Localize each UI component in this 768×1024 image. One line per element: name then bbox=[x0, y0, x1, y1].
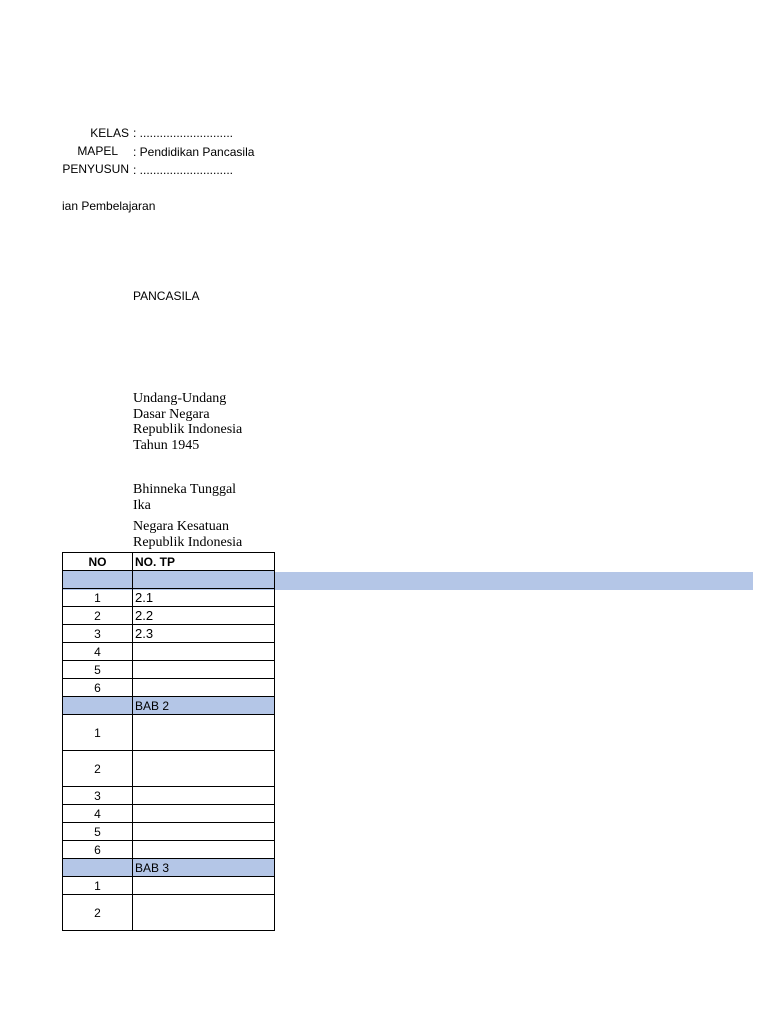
topic-nkri: Negara Kesatuan Republik Indonesia bbox=[133, 519, 243, 550]
row-tp bbox=[133, 841, 275, 859]
row-tp: 2.2 bbox=[133, 607, 275, 625]
table-header-row bbox=[63, 553, 275, 571]
table-row bbox=[63, 895, 275, 931]
table-row bbox=[63, 823, 275, 841]
row-tp bbox=[133, 787, 275, 805]
penyusun-value: : ............................ bbox=[133, 163, 234, 177]
row-no: 5 bbox=[63, 661, 133, 679]
table-row bbox=[63, 841, 275, 859]
table-row bbox=[63, 643, 275, 661]
row-tp bbox=[133, 877, 275, 895]
bab3-label: BAB 3 bbox=[133, 859, 275, 877]
mapel-value: : Pendidikan Pancasila bbox=[133, 145, 255, 159]
bab2-label: BAB 2 bbox=[133, 697, 275, 715]
table-row bbox=[63, 679, 275, 697]
table-row bbox=[63, 877, 275, 895]
row-no: 1 bbox=[63, 877, 133, 895]
row-tp bbox=[133, 715, 275, 751]
row-tp bbox=[133, 823, 275, 841]
table-row bbox=[63, 751, 275, 787]
row-no: 1 bbox=[63, 589, 133, 607]
row-no: 4 bbox=[63, 805, 133, 823]
row-tp bbox=[133, 679, 275, 697]
row-no: 1 bbox=[63, 715, 133, 751]
row-tp bbox=[133, 661, 275, 679]
table-row bbox=[63, 805, 275, 823]
bab2-section-row bbox=[63, 697, 275, 715]
tp-table bbox=[62, 552, 275, 931]
row-tp bbox=[133, 751, 275, 787]
table-row bbox=[63, 607, 275, 625]
row-no: 3 bbox=[63, 787, 133, 805]
bab1-section-row bbox=[63, 571, 275, 589]
subtitle: ian Pembelajaran bbox=[62, 199, 156, 213]
kelas-value: : ............................ bbox=[133, 126, 234, 140]
row-tp: 2.1 bbox=[133, 589, 275, 607]
row-no: 2 bbox=[63, 751, 133, 787]
row-no: 6 bbox=[63, 841, 133, 859]
col-no-header: NO bbox=[63, 553, 133, 571]
row-tp bbox=[133, 805, 275, 823]
row-tp: 2.3 bbox=[133, 625, 275, 643]
mapel-label: MAPEL bbox=[77, 144, 118, 158]
row-tp bbox=[133, 643, 275, 661]
row-no: 3 bbox=[63, 625, 133, 643]
penyusun-label: PENYUSUN bbox=[62, 162, 129, 176]
row-no: 2 bbox=[63, 895, 133, 931]
row-tp bbox=[133, 895, 275, 931]
row-no: 6 bbox=[63, 679, 133, 697]
row-no: 4 bbox=[63, 643, 133, 661]
table-row bbox=[63, 787, 275, 805]
topic-uud: Undang-Undang Dasar Negara Republik Indonesia Tahun 1945 bbox=[133, 391, 243, 453]
table-row bbox=[63, 661, 275, 679]
topic-pancasila: PANCASILA bbox=[133, 289, 200, 303]
header-block bbox=[0, 124, 300, 180]
table-row bbox=[63, 625, 275, 643]
row-no: 5 bbox=[63, 823, 133, 841]
table-row bbox=[63, 715, 275, 751]
row-no: 2 bbox=[63, 607, 133, 625]
table-row bbox=[63, 589, 275, 607]
col-tp-header: NO. TP bbox=[133, 553, 275, 571]
bab3-section-row bbox=[63, 859, 275, 877]
topic-bhinneka: Bhinneka Tunggal Ika bbox=[133, 482, 237, 513]
kelas-label: KELAS bbox=[90, 126, 129, 140]
